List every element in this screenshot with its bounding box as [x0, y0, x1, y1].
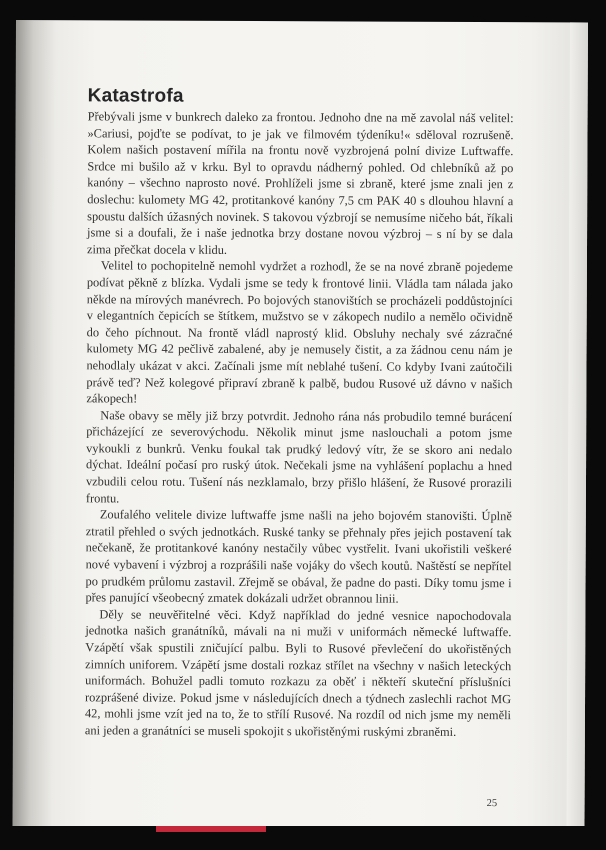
paragraph-1: Přebývali jsme v bunkrech daleko za frontou. Jednoho dne na mě zavolal náš velitel: »Cariusi, pojďte se podívat, to je jak ve filmovém týdeníku!« sděloval rozrušeně. Kolem našich postavení mířila na frontu nově vyzbrojená polní divize Luftwaffe. Srdce mi bušilo až v krku. Byl to opravdu nádherný pohled. Od chlebníků až po kanóny – všechno naprosto nové. Prohlíželi jsme si zbraně, které jsme znali jen z doslechu: kulomety MG 42, protitankové kanóny 7,5 cm PAK 40 s dlouhou hlavní a spoustu dalších úžasných novinek. S takovou výzbrojí se nemusíme ničeho bát, říkali jsme si a doufali, že i naše jednotka brzy dostane novou výzbroj – s ní by se dala zima přečkat docela v klidu.	[86, 109, 514, 257]
paragraph-4: Zoufalého velitele divize luftwaffe jsme našli na jeho bojovém stanovišti. Úplně ztratil přehled o svých jednotkách. Ruské tanky se přehnaly přes jejich postavení tak nečekaně, že protitankové kanóny nestačily vůbec vystřelit. Ivani ukořistili veškeré nové vybavení i výzbroj a rozprášili naše vojáky do všech koutů. Naštěstí se nepřítel po prudkém průlomu zastavil. Zřejmě se obával, že padne do pasti. Díky tomu jsme i přes panující všeobecný zmatek dokázali udržet obrannou linii.	[85, 507, 512, 606]
page-number: 25	[486, 798, 498, 810]
bookmark-ribbon	[156, 826, 266, 832]
book-page	[12, 20, 588, 828]
paragraph-5: Děly se neuvěřitelné věci. Když například do jedné vesnice napochodovala jednotka našich granátníků, mávali na ni muži v uniformách německé luftwaffe. Vzápětí však spustili zničující palbu. Byli to Rusové převlečení do ukořistěných zimních uniforem. Vzápětí jsme dostali rozkaz střílet na všechny v našich leteckých uniformách. Bohužel padli tomuto rozkazu za oběť i někteří skuteční příslušníci rozprášené divize. Pokud jsme v následujících dnech a týdnech zaslechli rachot MG 42, mohli jsme vzít jed na to, že to střílí Rusové. Na rozdíl od nich jsme my neměli ani jeden a granátníci se museli spokojit s ukořistěnými ruskými zbraněmi.	[84, 607, 512, 739]
scanner-background	[0, 826, 606, 850]
chapter-body	[85, 108, 514, 740]
paragraph-3: Naše obavy se měly již brzy potvrdit. Jednoho rána nás probudilo temné burácení přicházející ze severovýchodu. Několik minut jsme naslouchali a potom jsme vykoukli z bunkrů. Venku foukal tak prudký ledový vítr, že se skoro ani nedalo dýchat. Ideální počasí pro ruský útok. Nečekali jsme na vyhlášení poplachu a hned vzbudili celou rotu. Tušení nás nezklamalo, brzy přišlo hlášení, že Rusové prorazili frontu.	[85, 408, 513, 506]
paragraph-2: Velitel to pochopitelně nemohl vydržet a rozhodl, že se na nové zbraně pojedeme podívat pěkně z blízka. Vydali jsme se tedy k frontové linii. Vládla tam nálada jako někde na mírových manévrech. Po bojových stanovištích se procházeli poddůstojníci v elegantních čepicích se štítkem, mužstvo se v zákopech nudilo a nemělo očividně do čeho píchnout. Na frontě vládl naprostý klid. Obsluhy nechaly své zázračné kulomety MG 42 pečlivě zabalené, aby je nemusely čistit, a za žádnou cenu nám je nehodlaly ukázat v akci. Začínali jsme mít neblahé tušení. Co kdyby Ivani zaútočili právě teď? Než kolegové připraví zbraně k palbě, budou Rusové už dávno v našich zákopech!	[86, 258, 513, 406]
page-edge	[566, 22, 588, 828]
chapter-title: Katastrofa	[87, 85, 184, 107]
